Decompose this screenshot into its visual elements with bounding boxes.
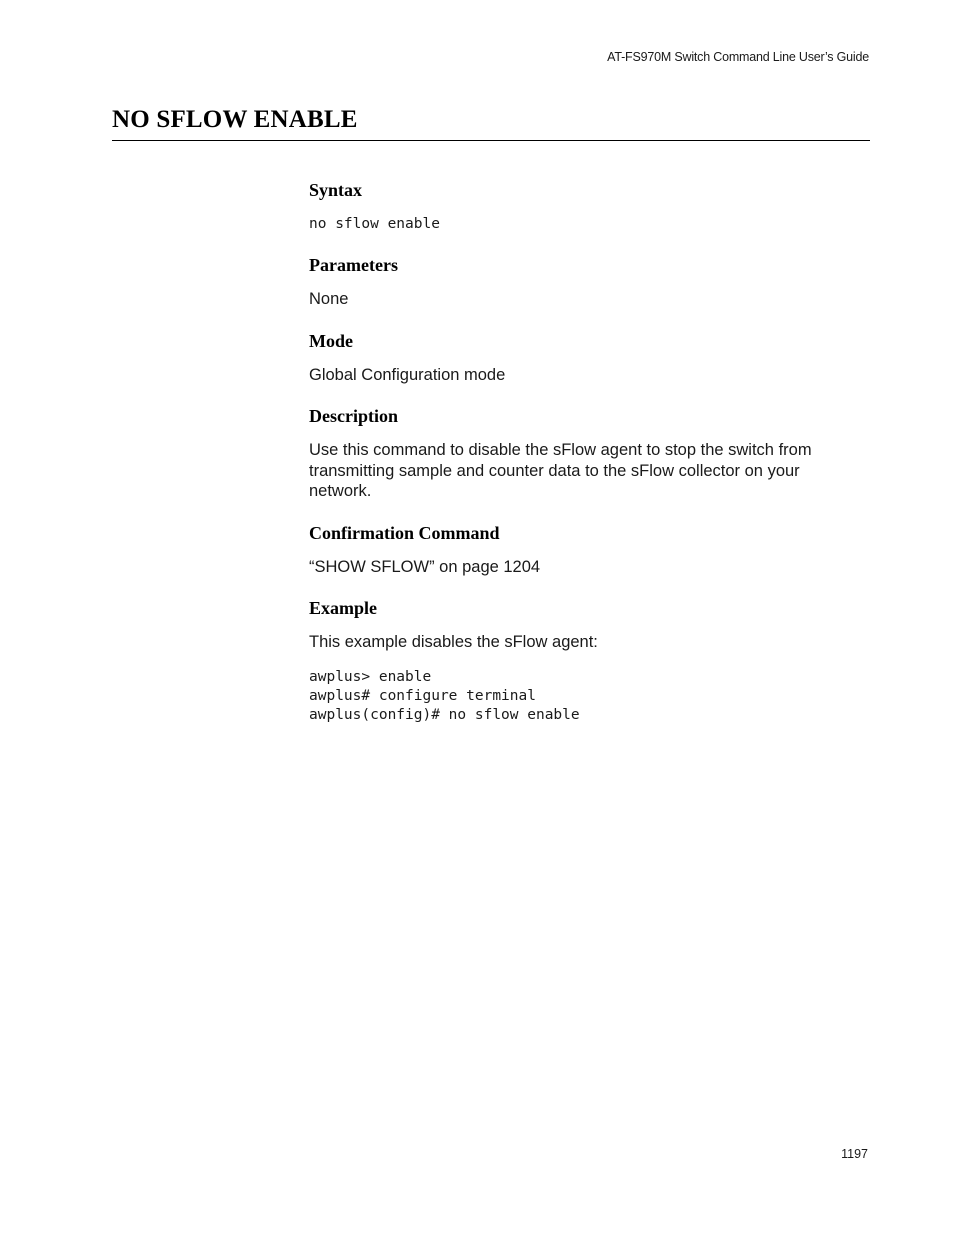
command-content (309, 178, 869, 725)
description-heading: Description (309, 406, 398, 426)
example-code-line: awplus(config)# no sflow enable (309, 706, 580, 723)
page-title: NO SFLOW ENABLE (112, 106, 358, 133)
running-header: AT-FS970M Switch Command Line User’s Guide (607, 50, 869, 64)
example-heading: Example (309, 598, 378, 618)
example-section (309, 596, 869, 725)
description-paragraph (309, 440, 869, 502)
mode-text: Global Configuration mode (309, 365, 506, 384)
parameters-text: None (309, 290, 349, 308)
page-number: 1197 (841, 1147, 868, 1161)
mode-heading: Mode (309, 330, 353, 351)
example-code-line: awplus# configure terminal (309, 687, 536, 704)
title-divider (112, 140, 870, 141)
syntax-heading: Syntax (309, 180, 363, 200)
example-code-block (309, 668, 869, 725)
parameters-heading: Parameters (309, 255, 398, 275)
example-code-line: awplus> enable (309, 668, 432, 685)
mode-section (309, 329, 869, 386)
syntax-code: no sflow enable (309, 216, 440, 232)
parameters-section (309, 253, 869, 310)
description-line: Use this command to disable the sFlow agent to stop the switch from (309, 441, 812, 459)
confirmation-section (309, 521, 869, 578)
description-section (309, 404, 869, 502)
example-intro: This example disables the sFlow agent: (309, 633, 598, 651)
confirmation-link[interactable]: “SHOW SFLOW” on page 1204 (309, 557, 541, 576)
description-line: transmitting sample and counter data to the sFlow collector on your (309, 461, 800, 480)
confirmation-heading: Confirmation Command (309, 522, 500, 543)
syntax-section (309, 178, 869, 234)
description-line: network. (309, 482, 372, 500)
